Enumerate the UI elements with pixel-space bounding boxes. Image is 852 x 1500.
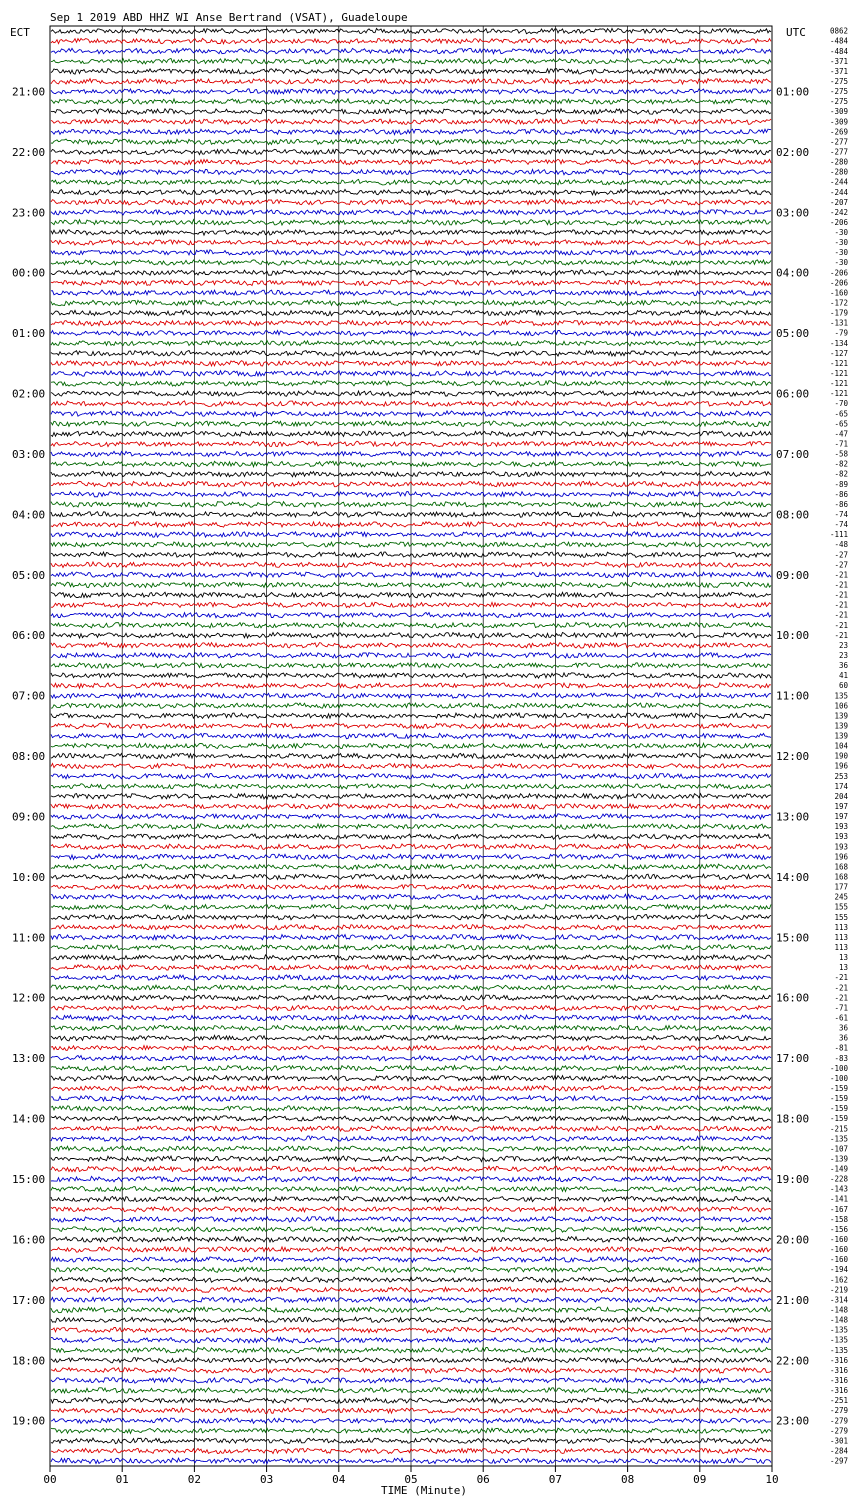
trace-value-67: 135 xyxy=(834,691,848,701)
trace-value-24: -30 xyxy=(834,258,848,268)
left-time-label-1: 21:00 xyxy=(12,85,46,99)
trace-value-17: -244 xyxy=(829,187,848,197)
trace-value-113: -139 xyxy=(829,1154,848,1164)
x-tick-label-04: 04 xyxy=(332,1473,346,1486)
trace-value-30: -131 xyxy=(829,318,848,328)
left-time-label-15: 11:00 xyxy=(12,931,46,945)
trace-value-87: 245 xyxy=(834,892,848,902)
trace-value-43: -58 xyxy=(834,449,848,459)
right-timezone-label: UTC xyxy=(786,26,806,39)
left-time-label-17: 13:00 xyxy=(12,1052,46,1066)
trace-value-6: -275 xyxy=(829,77,848,86)
trace-value-100: 36 xyxy=(838,1023,848,1033)
trace-value-65: 41 xyxy=(838,671,848,681)
trace-value-116: -143 xyxy=(829,1184,848,1194)
trace-value-39: -65 xyxy=(834,409,848,419)
trace-value-25: -206 xyxy=(829,268,848,278)
trace-value-105: -100 xyxy=(829,1073,848,1083)
trace-value-134: -316 xyxy=(829,1365,848,1375)
right-time-label-4: 04:00 xyxy=(776,266,810,280)
trace-value-40: -65 xyxy=(834,419,848,429)
left-time-label-16: 12:00 xyxy=(12,991,46,1005)
left-time-label-22: 18:00 xyxy=(12,1354,46,1368)
left-time-label-2: 22:00 xyxy=(12,145,46,159)
trace-value-117: -141 xyxy=(829,1194,848,1204)
trace-value-9: -309 xyxy=(829,107,848,117)
trace-value-138: -279 xyxy=(829,1406,848,1416)
trace-value-14: -280 xyxy=(829,157,848,167)
x-axis-ticks xyxy=(43,1466,778,1486)
right-time-label-3: 03:00 xyxy=(776,206,810,220)
trace-value-104: -100 xyxy=(829,1063,848,1073)
left-time-label-11: 07:00 xyxy=(12,689,46,703)
trace-value-73: 190 xyxy=(834,751,848,761)
trace-value-3: -484 xyxy=(829,46,848,56)
right-time-label-21: 21:00 xyxy=(776,1293,810,1307)
trace-value-22: -30 xyxy=(834,238,848,248)
trace-value-8: -275 xyxy=(829,97,848,107)
left-time-label-5: 01:00 xyxy=(12,327,46,341)
trace-value-137: -251 xyxy=(829,1396,848,1406)
right-time-label-16: 16:00 xyxy=(776,991,810,1005)
trace-value-18: -207 xyxy=(829,197,848,207)
trace-value-28: -172 xyxy=(829,298,848,308)
trace-value-32: -134 xyxy=(829,338,848,348)
trace-value-42: -71 xyxy=(834,439,848,449)
left-time-label-6: 02:00 xyxy=(12,387,46,401)
trace-value-58: -21 xyxy=(834,600,848,610)
trace-value-85: 168 xyxy=(834,872,848,882)
trace-value-71: 139 xyxy=(834,731,848,741)
trace-value-47: -86 xyxy=(834,489,848,499)
trace-value-41: -47 xyxy=(834,429,848,439)
left-time-labels xyxy=(12,86,45,1428)
trace-value-94: 13 xyxy=(838,963,848,973)
right-time-label-15: 15:00 xyxy=(776,931,810,945)
right-time-label-12: 12:00 xyxy=(776,750,810,764)
right-time-label-10: 10:00 xyxy=(776,629,810,643)
trace-value-86: 177 xyxy=(834,882,848,892)
right-time-label-7: 07:00 xyxy=(776,448,810,461)
trace-value-70: 139 xyxy=(834,721,848,731)
trace-value-7: -275 xyxy=(829,87,848,97)
trace-value-52: -48 xyxy=(834,540,848,550)
trace-value-90: 113 xyxy=(834,922,848,932)
trace-value-120: -156 xyxy=(829,1225,848,1234)
trace-value-1: 0862 xyxy=(829,26,848,36)
trace-value-139: -279 xyxy=(829,1416,848,1426)
left-time-label-13: 09:00 xyxy=(12,810,46,824)
trace-value-2: -484 xyxy=(829,36,848,46)
trace-value-19: -242 xyxy=(829,207,848,217)
trace-value-29: -179 xyxy=(829,308,848,318)
trace-value-57: -21 xyxy=(834,590,848,600)
trace-value-132: -135 xyxy=(829,1345,848,1355)
left-time-label-19: 15:00 xyxy=(12,1173,46,1186)
left-time-label-9: 05:00 xyxy=(12,568,46,582)
trace-value-60: -21 xyxy=(834,620,848,630)
trace-value-96: -21 xyxy=(834,983,848,993)
trace-value-103: -83 xyxy=(834,1053,848,1063)
trace-value-31: -79 xyxy=(834,328,848,338)
trace-value-11: -269 xyxy=(829,127,848,137)
trace-value-109: -159 xyxy=(829,1114,848,1124)
trace-value-27: -160 xyxy=(829,288,848,298)
trace-value-64: 36 xyxy=(838,661,848,670)
trace-value-91: 113 xyxy=(834,932,848,942)
x-tick-label-08: 08 xyxy=(620,1473,635,1486)
trace-value-81: 193 xyxy=(834,832,848,842)
trace-value-16: -244 xyxy=(829,177,848,187)
trace-value-106: -159 xyxy=(829,1084,848,1093)
trace-value-88: 155 xyxy=(834,902,848,912)
trace-value-101: 36 xyxy=(838,1033,848,1043)
right-time-label-6: 06:00 xyxy=(776,387,810,401)
left-time-label-10: 06:00 xyxy=(12,629,46,643)
x-tick-label-02: 02 xyxy=(187,1473,202,1486)
trace-value-93: 13 xyxy=(838,953,848,963)
left-time-label-8: 04:00 xyxy=(12,508,46,522)
left-time-label-3: 23:00 xyxy=(12,206,46,220)
trace-value-83: 196 xyxy=(834,852,848,862)
chart-title: Sep 1 2019 ABD HHZ WI Anse Bertrand (VSAT), Guadeloupe xyxy=(50,11,408,24)
trace-value-129: -148 xyxy=(829,1315,848,1325)
x-tick-label-09: 09 xyxy=(693,1473,707,1486)
trace-value-92: 113 xyxy=(834,943,848,952)
trace-value-66: 60 xyxy=(838,681,848,691)
trace-value-53: -27 xyxy=(834,550,848,560)
trace-value-79: 197 xyxy=(834,812,848,822)
left-time-label-4: 00:00 xyxy=(12,266,46,280)
trace-value-56: -21 xyxy=(834,580,848,590)
trace-value-35: -121 xyxy=(829,369,848,378)
right-time-label-14: 14:00 xyxy=(776,870,810,884)
left-time-label-14: 10:00 xyxy=(12,870,46,884)
trace-value-labels xyxy=(830,27,849,1466)
right-time-label-23: 23:00 xyxy=(776,1414,810,1428)
x-tick-label-07: 07 xyxy=(548,1473,563,1486)
right-time-label-18: 18:00 xyxy=(776,1112,810,1126)
trace-value-114: -149 xyxy=(829,1164,848,1174)
trace-value-45: -82 xyxy=(834,469,848,479)
trace-value-21: -30 xyxy=(834,228,848,237)
trace-value-143: -297 xyxy=(829,1456,848,1466)
right-time-labels xyxy=(776,86,809,1428)
trace-value-119: -158 xyxy=(829,1214,848,1224)
trace-value-126: -219 xyxy=(829,1285,848,1295)
trace-value-128: -148 xyxy=(829,1305,848,1315)
left-time-label-18: 14:00 xyxy=(12,1112,46,1126)
x-tick-label-05: 05 xyxy=(404,1473,418,1486)
trace-value-135: -316 xyxy=(829,1376,848,1385)
trace-value-59: -21 xyxy=(834,610,848,620)
trace-value-12: -277 xyxy=(829,137,848,147)
trace-value-78: 197 xyxy=(834,802,848,811)
trace-value-122: -160 xyxy=(829,1245,848,1255)
trace-value-36: -121 xyxy=(829,379,848,389)
right-time-label-2: 02:00 xyxy=(776,145,810,159)
right-time-label-19: 19:00 xyxy=(776,1173,810,1186)
trace-value-62: 23 xyxy=(838,640,848,650)
trace-value-124: -194 xyxy=(829,1265,848,1275)
trace-value-54: -27 xyxy=(834,560,848,570)
right-time-label-22: 22:00 xyxy=(776,1354,810,1368)
trace-value-110: -215 xyxy=(829,1124,848,1134)
trace-value-98: -71 xyxy=(834,1003,848,1013)
trace-value-123: -160 xyxy=(829,1255,848,1265)
x-tick-label-06: 06 xyxy=(476,1473,490,1486)
trace-value-99: -61 xyxy=(834,1013,848,1023)
trace-value-118: -167 xyxy=(829,1204,848,1214)
trace-value-133: -316 xyxy=(829,1355,848,1365)
x-axis-label: TIME (Minute) xyxy=(380,1484,468,1497)
trace-value-115: -228 xyxy=(829,1174,848,1184)
trace-value-89: 155 xyxy=(834,912,848,922)
trace-value-130: -135 xyxy=(829,1325,848,1335)
trace-value-38: -70 xyxy=(834,399,848,409)
trace-value-84: 168 xyxy=(834,862,848,872)
trace-value-37: -121 xyxy=(829,389,848,399)
trace-value-50: -74 xyxy=(834,520,848,530)
right-time-label-8: 08:00 xyxy=(776,508,810,522)
trace-value-4: -371 xyxy=(829,56,848,66)
right-time-label-13: 13:00 xyxy=(776,810,810,824)
x-tick-label-00: 00 xyxy=(43,1473,57,1486)
trace-value-125: -162 xyxy=(829,1275,848,1285)
trace-value-46: -89 xyxy=(834,479,848,489)
left-time-label-7: 03:00 xyxy=(12,448,46,461)
x-tick-label-03: 03 xyxy=(259,1473,274,1486)
trace-value-75: 253 xyxy=(834,771,848,781)
trace-value-61: -21 xyxy=(834,630,848,640)
trace-value-63: 23 xyxy=(838,651,848,660)
left-time-label-21: 17:00 xyxy=(12,1293,46,1307)
trace-value-23: -30 xyxy=(834,248,848,258)
trace-value-95: -21 xyxy=(834,973,848,983)
left-time-label-12: 08:00 xyxy=(12,750,46,764)
trace-value-51: -111 xyxy=(829,530,848,540)
right-time-label-1: 01:00 xyxy=(776,85,810,99)
trace-value-76: 174 xyxy=(834,781,848,791)
trace-value-80: 193 xyxy=(834,822,848,832)
trace-value-44: -82 xyxy=(834,459,848,469)
trace-value-136: -316 xyxy=(829,1386,848,1396)
trace-value-77: 204 xyxy=(834,791,848,801)
trace-value-102: -81 xyxy=(834,1043,848,1053)
trace-value-127: -314 xyxy=(829,1295,848,1305)
trace-value-69: 139 xyxy=(834,711,848,721)
trace-value-82: 193 xyxy=(834,842,848,852)
trace-value-13: -277 xyxy=(829,147,848,157)
trace-value-55: -21 xyxy=(834,570,848,580)
x-tick-label-10: 10 xyxy=(765,1473,779,1486)
trace-value-34: -121 xyxy=(829,358,848,368)
trace-value-15: -280 xyxy=(829,167,848,177)
trace-value-68: 106 xyxy=(834,701,848,711)
left-timezone-label: ECT xyxy=(10,26,30,39)
trace-value-5: -371 xyxy=(829,66,848,76)
trace-value-107: -159 xyxy=(829,1094,848,1103)
trace-value-112: -107 xyxy=(829,1144,848,1154)
trace-value-72: 104 xyxy=(834,741,848,751)
trace-value-141: -301 xyxy=(829,1436,848,1446)
trace-value-74: 196 xyxy=(834,761,848,771)
trace-value-20: -206 xyxy=(829,218,848,227)
right-time-label-9: 09:00 xyxy=(776,568,810,582)
trace-value-26: -206 xyxy=(829,278,848,288)
trace-value-33: -127 xyxy=(829,348,848,358)
x-tick-label-01: 01 xyxy=(115,1473,129,1486)
right-time-label-20: 20:00 xyxy=(776,1233,810,1247)
trace-value-140: -279 xyxy=(829,1426,848,1436)
right-time-label-17: 17:00 xyxy=(776,1052,810,1066)
trace-value-121: -160 xyxy=(829,1235,848,1244)
right-time-label-11: 11:00 xyxy=(776,689,810,703)
trace-value-48: -86 xyxy=(834,499,848,509)
trace-value-97: -21 xyxy=(834,993,848,1003)
left-time-label-20: 16:00 xyxy=(12,1233,46,1247)
trace-value-111: -135 xyxy=(829,1134,848,1144)
trace-value-142: -284 xyxy=(829,1446,848,1456)
trace-value-49: -74 xyxy=(834,510,848,519)
right-time-label-5: 05:00 xyxy=(776,327,810,341)
trace-value-108: -159 xyxy=(829,1104,848,1114)
trace-value-131: -135 xyxy=(829,1335,848,1345)
trace-value-10: -309 xyxy=(829,117,848,127)
left-time-label-23: 19:00 xyxy=(12,1414,46,1428)
